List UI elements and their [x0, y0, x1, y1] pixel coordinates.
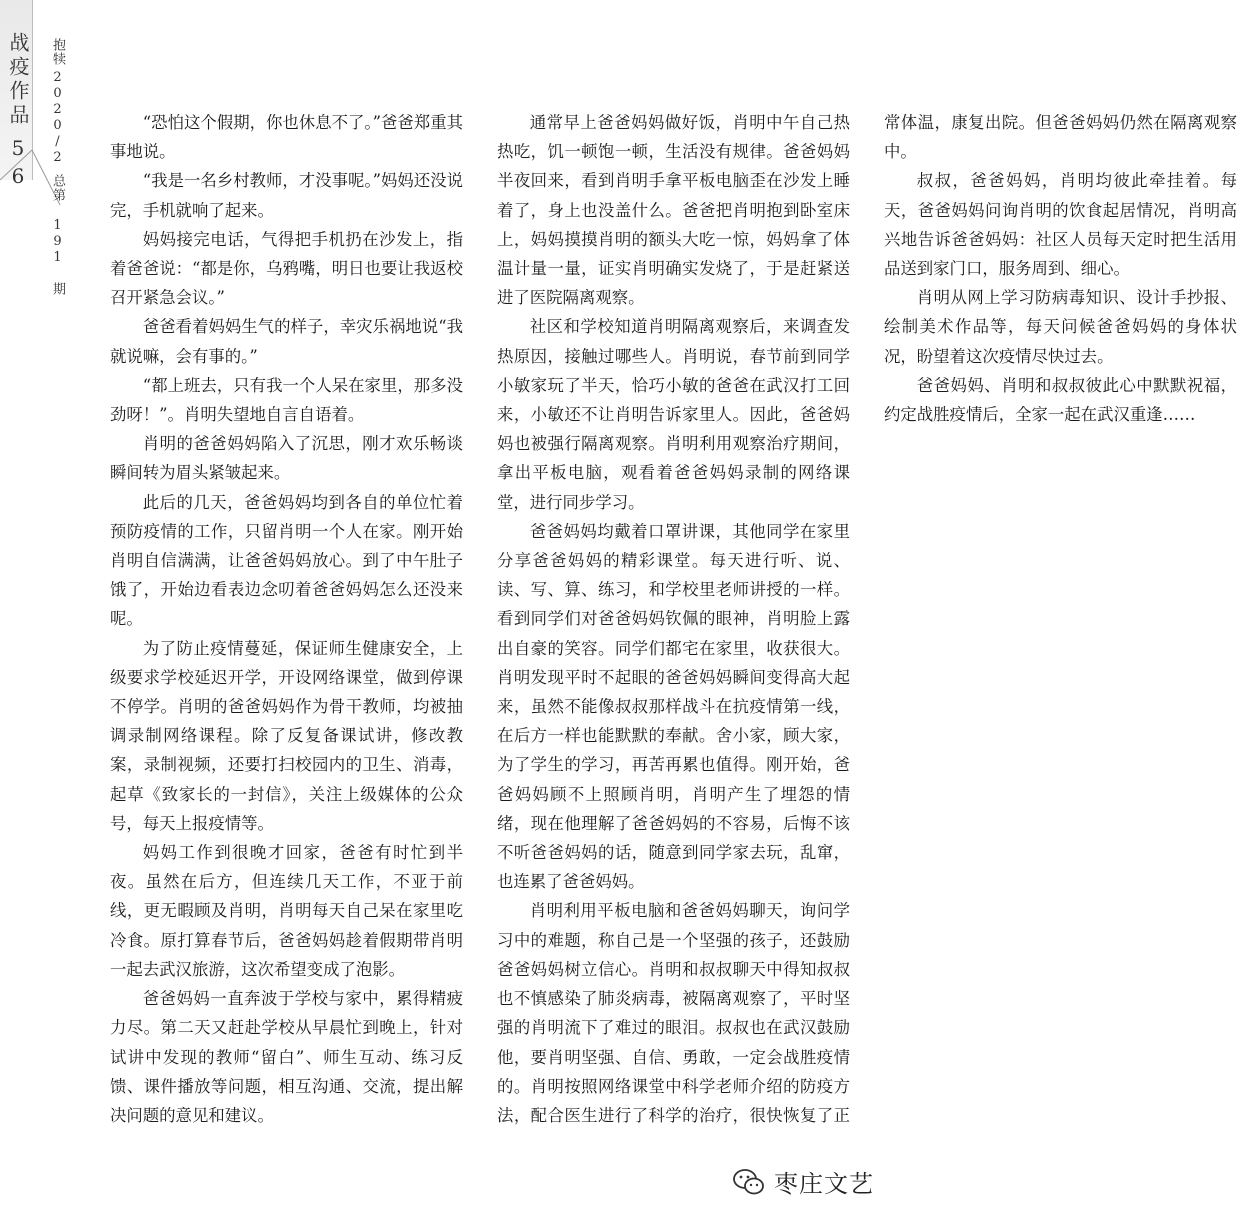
wechat-icon — [732, 1168, 766, 1196]
section-label: 战疫作品56 — [6, 32, 30, 192]
watermark-text: 枣庄文艺 — [774, 1170, 874, 1198]
magazine-name: 抱犊 — [50, 38, 65, 66]
paragraph: 肖明利用平板电脑和爸爸妈妈聊天，询问学习中的难题，称自己是一个坚强的孩子，还鼓励爸爸妈妈树立信心。肖明和叔叔聊天中得知叔叔也不慎感染了肺炎病毒，被隔离观察了，平时坚强的肖明流下了难过的眼泪。叔叔也在武汉鼓励他，要肖明坚强、自信、勇敢，一定会战胜疫情的。肖明按照网络课堂中科学老师介绍的防疫方法，配合医生进行了科学的治疗，很快恢复了正常体温，康复出院。但爸爸妈妈仍然在隔离观察中。 — [497, 113, 1237, 1125]
paragraph: 此后的几天，爸爸妈妈均到各自的单位忙着预防疫情的工作，只留肖明一个人在家。刚开始肖明自信满满，让爸爸妈妈放心。到了中午肚子饿了，开始边看表边念叨着爸爸妈妈怎么还没来呢。 — [110, 492, 463, 629]
paragraph: “都上班去，只有我一个人呆在家里，那多没劲呀！”。肖明失望地自言自语着。 — [110, 375, 463, 425]
paragraph: 爸爸妈妈、肖明和叔叔彼此心中默默祝福，约定战胜疫情后，全家一起在武汉重逢…… — [884, 375, 1237, 425]
total-issue: 总第 191 期 — [50, 174, 65, 296]
paragraph: 爸爸妈妈均戴着口罩讲课，其他同学在家里分享爸爸妈妈的精彩课堂。每天进行听、说、读、写、算、练习，和学校里老师讲授的一样。看到同学们对爸爸妈妈钦佩的眼神，肖明脸上露出自豪的笑容。同学们都宅在家里，收获很大。肖明发现平时不起眼的爸爸妈妈瞬间变得高大起来，虽然不能像叔叔那样战斗在抗疫情第一线，在后方一样也能默默的奉献。舍小家，顾大家，为了学生的学习，再苦再累也值得。刚开始，爸爸妈妈顾不上照顾肖明，肖明产生了埋怨的情绪，现在他理解了爸爸妈妈的不容易，后悔不该不听爸爸妈妈的话，随意到同学家去玩，乱窜，也连累了爸爸妈妈。 — [497, 521, 850, 892]
paragraph: 爸爸看着妈妈生气的样子，幸灾乐祸地说“我就说嘛，会有事的。” — [110, 317, 463, 366]
paragraph: 为了防止疫情蔓延，保证师生健康安全，上级要求学校延迟开学，开设网络课堂，做到停课不停学。肖明的爸爸妈妈作为骨干教师，均被抽调录制网络课程。除了反复备课试讲，修改教案，录制视频，还要打扫校园内的卫生、消毒，起草《致家长的一封信》，关注上级媒体的公众号，每天上报疫情等。 — [110, 638, 463, 833]
issue-number: 2020/2 — [50, 70, 65, 166]
paragraph: 妈妈工作到很晚才回家，爸爸有时忙到半夜。虽然在后方，但连续几天工作，不亚于前线，更无暇顾及肖明，肖明每天自己呆在家里吃冷食。原打算春节后，爸爸妈妈趁着假期带肖明一起去武汉旅游，这次希望变成了泡影。 — [110, 843, 463, 979]
paragraph: 妈妈接完电话，气得把手机扔在沙发上，指着爸爸说：“都是你，乌鸦嘴，明日也要让我返校召开紧急会议。” — [110, 229, 463, 308]
issue-info — [48, 38, 67, 296]
paragraph: 肖明从网上学习防病毒知识、设计手抄报、绘制美术作品等，每天问候爸爸妈妈的身体状况，盼望着这次疫情尽快过去。 — [884, 288, 1237, 366]
article-body — [110, 108, 1237, 1138]
paragraph: 肖明的爸爸妈妈陷入了沉思，刚才欢乐畅谈瞬间转为眉头紧皱起来。 — [110, 434, 463, 483]
paragraph: 叔叔，爸爸妈妈，肖明均彼此牵挂着。每天，爸爸妈妈问询肖明的饮食起居情况，肖明高兴地告诉爸爸妈妈：社区人员每天定时把生活用品送到家门口，服务周到、细心。 — [884, 171, 1237, 279]
paragraph: “恐怕这个假期，你也休息不了。”爸爸郑重其事地说。 — [110, 113, 463, 162]
watermark — [732, 1164, 874, 1199]
paragraph: 爸爸妈妈一直奔波于学校与家中，累得精疲力尽。第二天又赶赴学校从早晨忙到晚上，针对试讲中发现的教师“留白”、师生互动、练习反馈、课件播放等问题，相互沟通、交流，提出解决问题的意见和建议。 — [110, 989, 463, 1125]
paragraph: 社区和学校知道肖明隔离观察后，来调查发热原因，接触过哪些人。肖明说，春节前到同学小敏家玩了半天，恰巧小敏的爸爸在武汉打工回来，小敏还不让肖明告诉家里人。因此，爸爸妈妈也被强行隔离观察。肖明利用观察治疗期间，拿出平板电脑，观看着爸爸妈妈录制的网络课堂，进行同步学习。 — [497, 317, 850, 512]
paragraph: “我是一名乡村教师，才没事呢。”妈妈还没说完，手机就响了起来。 — [110, 171, 463, 220]
paragraph: 通常早上爸爸妈妈做好饭，肖明中午自己热热吃，饥一顿饱一顿，生活没有规律。爸爸妈妈半夜回来，看到肖明手拿平板电脑歪在沙发上睡着了，身上也没盖什么。爸爸把肖明抱到卧室床上，妈妈摸摸肖明的额头大吃一惊，妈妈拿了体温计量一量，证实肖明确实发烧了，于是赶紧送进了医院隔离观察。 — [497, 113, 850, 308]
